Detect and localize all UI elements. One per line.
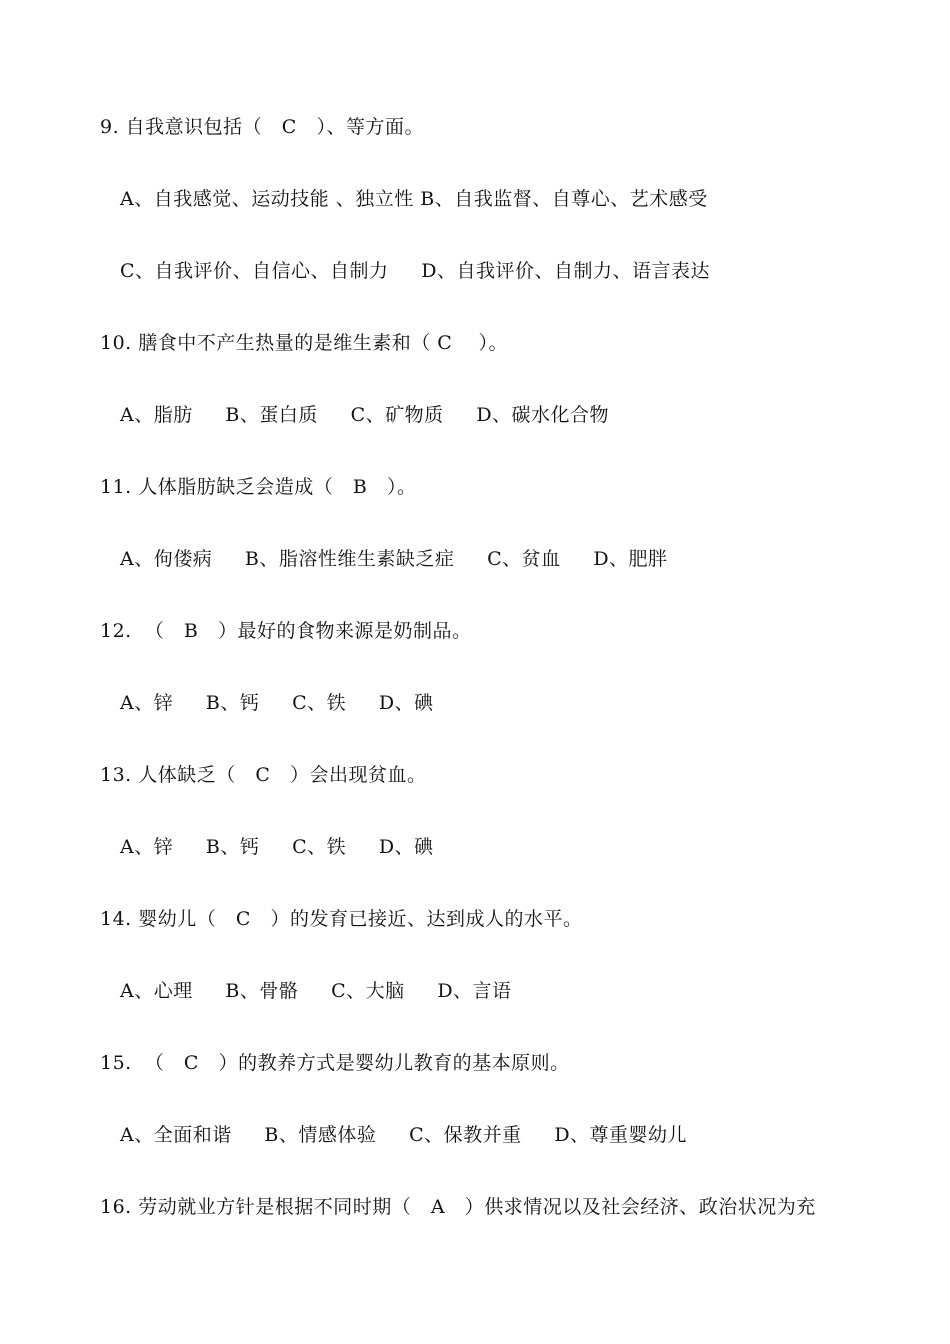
question-10: 10. 膳食中不产生热量的是维生素和（ C ）。 [100, 332, 508, 354]
question-9-options-a-b: A、自我感觉、运动技能 、独立性 B、自我监督、自尊心、艺术感受 [120, 188, 708, 210]
question-10-options: A、脂肪 B、蛋白质 C、矿物质 D、碳水化合物 [120, 404, 610, 426]
question-9-options-c-d: C、自我评价、自信心、自制力 D、自我评价、自制力、语言表达 [120, 260, 710, 282]
question-14-options: A、心理 B、骨骼 C、大脑 D、言语 [120, 980, 512, 1002]
question-12-options: A、锌 B、钙 C、铁 D、碘 [120, 692, 434, 714]
question-11: 11. 人体脂肪缺乏会造成（ B ）。 [100, 476, 417, 498]
question-15-options: A、全面和谐 B、情感体验 C、保教并重 D、尊重婴幼儿 [120, 1124, 688, 1146]
question-13-options: A、锌 B、钙 C、铁 D、碘 [120, 836, 434, 858]
question-16: 16. 劳动就业方针是根据不同时期（ A ）供求情况以及社会经济、政治状况为充 [100, 1196, 816, 1218]
question-14: 14. 婴幼儿（ C ）的发育已接近、达到成人的水平。 [100, 908, 583, 930]
question-11-options: A、佝偻病 B、脂溶性维生素缺乏症 C、贫血 D、肥胖 [120, 548, 668, 570]
question-12: 12. （ B ）最好的食物来源是奶制品。 [100, 620, 472, 642]
question-15: 15. （ C ）的教养方式是婴幼儿教育的基本原则。 [100, 1052, 570, 1074]
question-9: 9. 自我意识包括（ C ）、等方面。 [100, 116, 424, 138]
question-13: 13. 人体缺乏（ C ）会出现贫血。 [100, 764, 427, 786]
